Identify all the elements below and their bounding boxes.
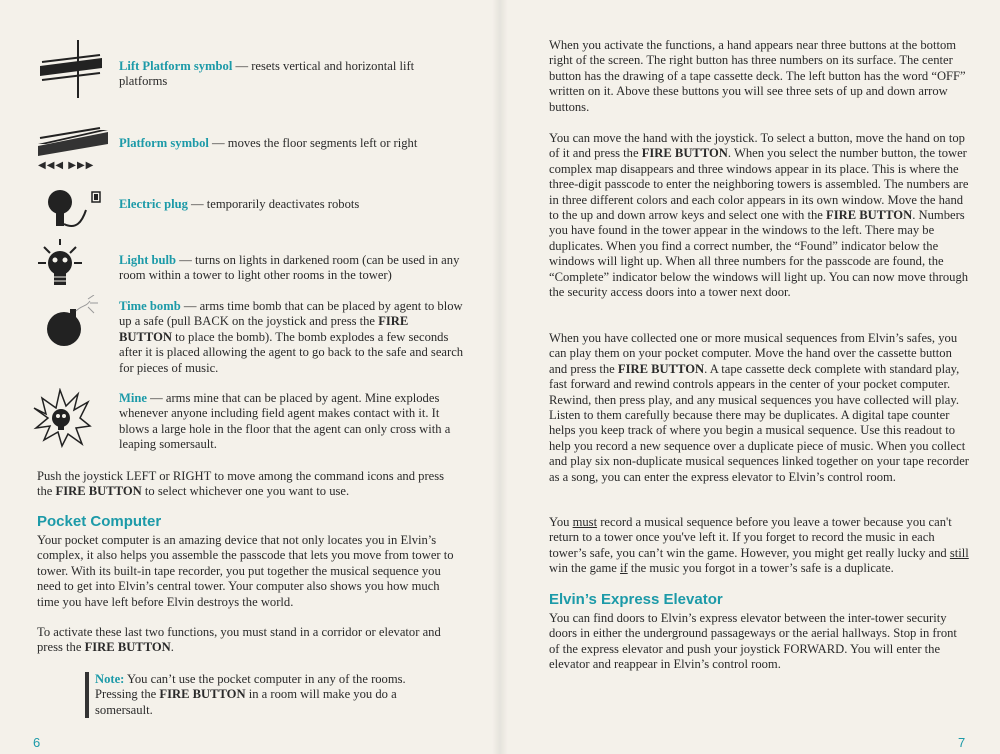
note-text-b: in a room will make you do a somersault. (95, 687, 397, 717)
icon-row-light-bulb (30, 237, 460, 293)
p4-text-c: win the game (549, 561, 620, 576)
p2-text-b: . When you select the number button, the tower complex map disappears and three windows appear in its place. This is where the three-digit passcode to enter the neighboring towers is assembled. The numbers are in three different colors and each color appears in its own window. Move the hand to the up and down arrow keys and select one with the (549, 146, 969, 223)
p4-if: if (620, 561, 628, 576)
p3-text-b: . A tape cassette deck complete with standard play, fast forward and rewind controls appears in the center of your pocket computer. Rewind, then press play, and any musical sequences you have collected will play. Listen to them carefully because there may be duplicates. A digital tape counter helps you keep track of where you begin a musical sequence. Use this readout to help you record a new sequence over a duplicate piece of music. When you collect and play six non-duplicate musical sequences linked together on your tape recorder as a song, you can enter the express elevator to Elvin’s control room. (549, 361, 969, 484)
icon-row-platform (30, 124, 460, 174)
platform-icon (30, 124, 115, 165)
platform-arrows: ◀◀◀ ▶▶▶ (38, 160, 95, 171)
note-label: Note: (95, 672, 125, 686)
time-bomb-label: Time bomb (119, 299, 181, 313)
p4-still: still (949, 545, 969, 560)
p2-text-c: . Numbers you have found in the tower appear in the windows to the left. There may be duplicates. When you find a correct number, the “Found” indicator below the windows will light up. When all three numbers for the passcode are found, the “Complete” indicator below the windows will light up. You can now move through the security access doors into a tower next door. (549, 208, 969, 300)
icon-row-time-bomb (30, 295, 464, 385)
electric-plug-icon (30, 180, 115, 239)
p4-text-d: the music you forgot in a tower’s safe is a duplicate. (627, 561, 894, 576)
lift-platform-desc: — resets vertical and horizontal lift platforms (119, 59, 415, 89)
time-bomb-description (119, 299, 464, 376)
note-text-a: You can’t use the pocket computer in any of the rooms. Pressing the (95, 672, 406, 702)
p2-text-a: You can move the hand with the joystick. To select a button, move the hand on top of it and press the (549, 131, 965, 161)
p2-fire-button-1: FIRE BUTTON (641, 146, 728, 161)
light-bulb-desc: — turns on lights in darkened room (can be used in any room within a tower to light other rooms in the tower) (119, 253, 460, 283)
icon-row-mine (30, 388, 460, 458)
activate-text-b: . (170, 640, 174, 655)
push-fire-button: FIRE BUTTON (55, 484, 142, 499)
pocket-computer-paragraph: Your pocket computer is an amazing device that not only locates you in Elvin’s complex, it also helps you assemble the passcode that lets you move from tower to tower. With its built-in tape recorder, you put together the musical sequence you need to get into Elvin’s central tower. Your computer also shows you how much time you have left before Elvin destroys the world. (37, 533, 454, 609)
note-fire-button: FIRE BUTTON (159, 687, 246, 702)
hand-buttons-paragraph: When you activate the functions, a hand appears near three buttons at the bottom right of the screen. The right button has three numbers on its surface. The center button has the drawing of a tape cassette deck. The left button has the word “OFF” written on it. Above these buttons you will see three sets of up and down arrow buttons. (549, 38, 966, 114)
platform-desc: — moves the floor segments left or right (208, 136, 418, 150)
p3-text-a: When you have collected one or more musical sequences from Elvin’s safes, you can play them on your pocket computer. Move the hand over the cassette button and press the (549, 331, 958, 376)
mine-description (119, 391, 464, 453)
push-text-a: Push the joystick LEFT or RIGHT to move among the command icons and press the (37, 469, 445, 499)
time-bomb-desc-a: — arms time bomb that can be placed by agent to blow up a safe (pull BACK on the joystick and press the (119, 299, 463, 329)
note-box (85, 672, 435, 718)
light-bulb-icon (30, 237, 115, 298)
music-paragraph (549, 331, 969, 485)
icon-row-lift-platform (30, 40, 460, 100)
lift-platform-label: Lift Platform symbol (119, 59, 233, 73)
platform-label: Platform symbol (119, 136, 209, 150)
electric-plug-desc: — temporarily deactivates robots (187, 197, 360, 211)
light-bulb-description (119, 253, 464, 284)
lift-platform-description (119, 59, 464, 90)
right-page (500, 0, 1000, 754)
must-record-paragraph (549, 515, 969, 577)
mine-desc: — arms mine that can be placed by agent. Mine explodes whenever anyone including field agent makes contact with it. It blows a large hole in the floor that the agent can only cross with a leaping somersault. (119, 391, 451, 452)
activate-text-a: To activate these last two functions, you must stand in a corridor or elevator and press the (37, 625, 441, 655)
p4-text-a: You (549, 515, 573, 529)
p2-fire-button-2: FIRE BUTTON (826, 208, 913, 223)
passcode-paragraph (549, 131, 969, 300)
page-number-left: 6 (33, 735, 41, 750)
push-joystick-paragraph (37, 469, 457, 500)
activate-paragraph (37, 625, 457, 656)
light-bulb-label: Light bulb (119, 253, 177, 267)
express-elevator-paragraph: You can find doors to Elvin’s express elevator between the inter-tower security doors in either the underground passageways or the aerial hallways. Stop in front of the express elevator and push your joystick FORWARD. You will enter the elevator and reappear in Elvin’s control room. (549, 611, 957, 672)
push-text-b: to select whichever one you want to use. (141, 484, 350, 499)
p4-must: must (572, 515, 598, 529)
platform-description (119, 136, 464, 151)
p4-text-b: record a musical sequence before you leave a tower because you can't return to a tower once you've left it. If you forget to record the music in each tower’s safe, you can’t win the game. However, you might get really lucky and (549, 515, 952, 560)
electric-plug-description (119, 197, 464, 212)
pocket-computer-heading: Pocket Computer (37, 513, 162, 530)
lift-platform-icon (30, 40, 115, 105)
express-elevator-heading: Elvin’s Express Elevator (549, 591, 723, 608)
mine-icon (30, 388, 115, 453)
icon-row-electric-plug (30, 180, 460, 234)
time-bomb-desc-b: to place the bomb). The bomb explodes a few seconds after it is placed allowing the agent to go back to the safe and search for pieces of music. (119, 329, 464, 375)
time-bomb-icon (30, 295, 115, 360)
electric-plug-label: Electric plug (119, 197, 188, 211)
activate-fire-button: FIRE BUTTON (84, 640, 171, 655)
p3-fire-button: FIRE BUTTON (617, 361, 705, 376)
page-number-right: 7 (958, 735, 966, 750)
time-bomb-fire-button: FIRE BUTTON (119, 314, 409, 344)
mine-label: Mine (119, 391, 147, 405)
